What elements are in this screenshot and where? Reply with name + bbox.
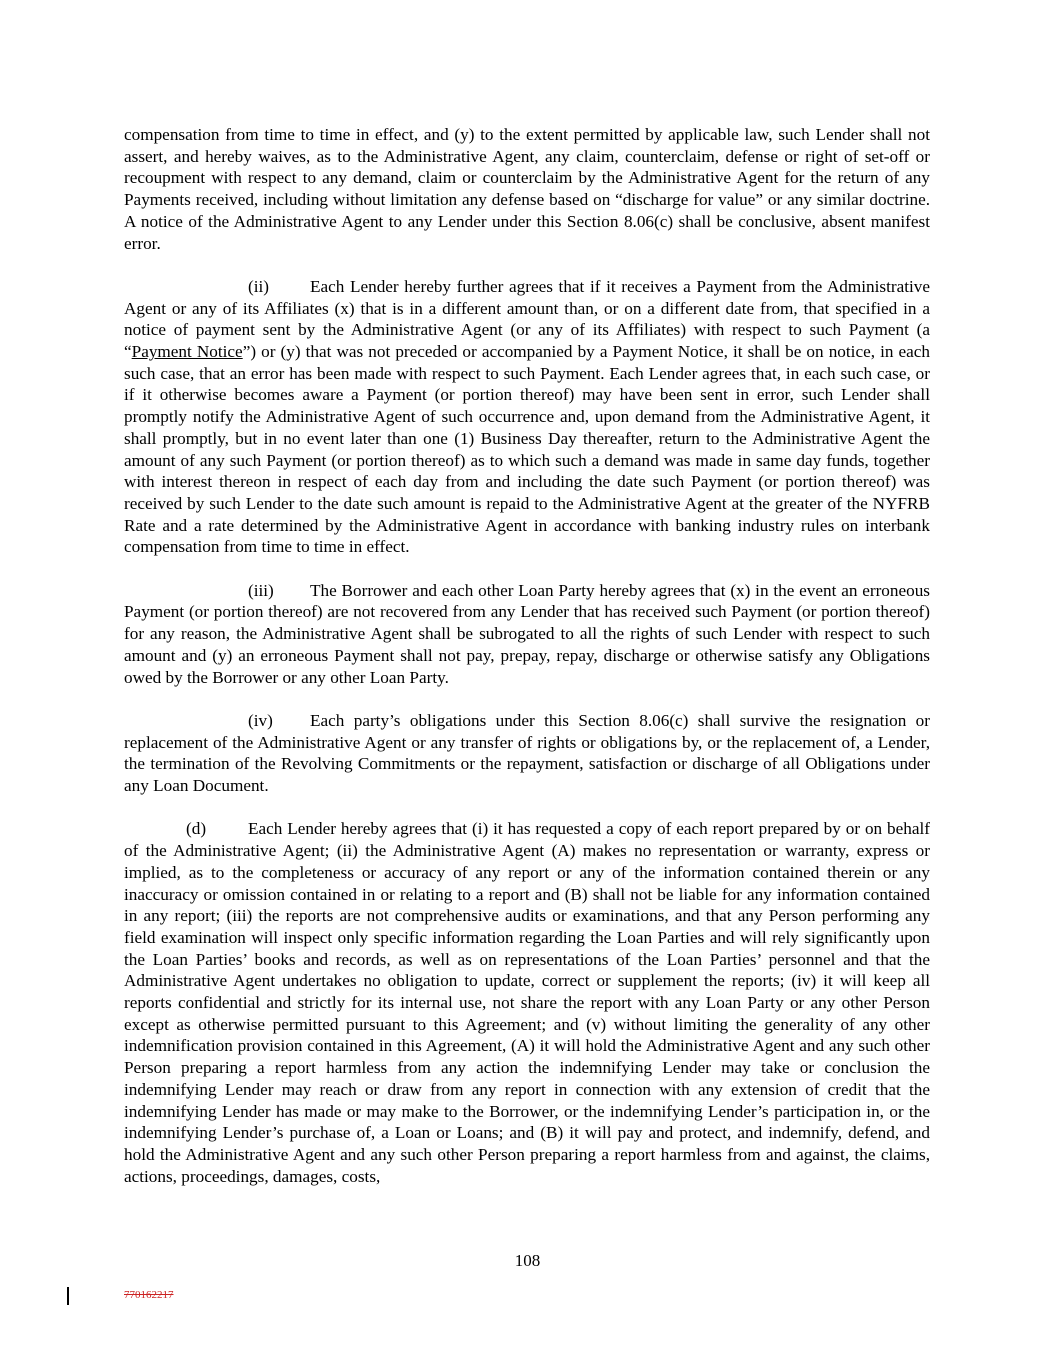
document-body [124,124,930,1187]
paragraph-iii [124,580,930,689]
defined-term-payment-notice: Payment Notice [131,342,243,362]
paragraph-ii [124,276,930,558]
paragraph-iv [124,710,930,797]
paragraph-d-text: Each Lender hereby agrees that (i) it has requested a copy of each report prepared by or on behalf of the Administrative Agent; (ii) the Administrative Agent (A) makes no representation or warranty, express or implied, as to the completeness or accuracy of any report or any of the information contained therein or any inaccuracy or omission contained in or relating to a report and (B) shall not be liable for any information contained in any report; (iii) the reports are not comprehensive audits or examinations, and that any Person performing any field examination will inspect only specific information regarding the Loan Parties and will rely significantly upon the Loan Parties’ books and records, as well as on representations of the Loan Parties’ personnel and that the Administrative Agent undertakes no obligation to update, correct or supplement the reports; (iv) it will keep all reports confidential and strictly for its internal use, not share the report with any Loan Party or any other Person except as otherwise permitted pursuant to this Agreement; and (v) without limiting the generality of any other indemnification provision contained in this Agreement, (A) it will hold the Administrative Agent and any such other Person preparing a report harmless from any action the indemnifying Lender may take or conclusion the indemnifying Lender may reach or draw from any report in connection with any extension of credit that the indemnifying Lender has made or may make to the Borrower, or the indemnifying Lender’s participation in, or the indemnifying Lender’s purchase of, a Loan or Loans; and (B) it will pay and protect, and indemnify, defend, and hold the Administrative Agent and any such other Person preparing a report harmless from and against, the claims, actions, proceedings, damages, costs, [124,819,930,1186]
paragraph-iv-text: Each party’s obligations under this Section 8.06(c) shall survive the resignation or replacement of the Administrative Agent or any transfer of rights or obligations by, or the replacement of, a Lender, the termination of the Revolving Commitments or the repayment, satisfaction or discharge of all Obligations under any Loan Document. [124,710,930,796]
paragraph-ii-text-after: ”) or (y) that was not preceded or accompanied by a Payment Notice, it shall be on notice, in each such case, that an error has been made with respect to such Payment. Each Lender agrees that, in each such case, or if it otherwise becomes aware a Payment (or portion thereof) may have been sent in error, such Lender shall promptly notify the Administrative Agent of such occurrence and, upon demand from the Administrative Agent, it shall promptly, but in no event later than one (1) Business Day thereafter, return to the Administrative Agent the amount of any such Payment (or portion thereof) as to which such a demand was made in same day funds, together with interest thereon in respect of each day from and including the date such Payment (or portion thereof) was received by such Lender to the date such amount is repaid to the Administrative Agent at the greater of the NYFRB Rate and a rate determined by the Administrative Agent in accordance with banking industry rules on interbank compensation from time to time in effect. [124,342,930,557]
paragraph-ii-text-before: Each Lender hereby further agrees that if it receives a Payment from the Administrative Agent or any of its Affiliates (x) that is in a different amount than, or on a different date from, that specified in a notice of payment sent by the Administrative Agent (or any of its Affiliates) with respect to such Payment (a “ [124,276,930,362]
document-id: 770162217 [124,1289,174,1301]
paragraph-iii-text: The Borrower and each other Loan Party hereby agrees that (x) in the event an erroneous Payment (or portion thereof) are not recovered from any Lender that has received such Payment (or portion thereof) for any reason, the Administrative Agent shall be subrogated to all the rights of such Lender with respect to such amount and (y) an erroneous Payment shall not pay, prepay, repay, discharge or otherwise satisfy any Obligations owed by the Borrower or any other Loan Party. [124,580,930,687]
page-number: 108 [514,1251,541,1270]
clause-marker-iv: (iv) [248,710,273,730]
clause-marker-iii: (iii) [248,580,274,600]
clause-marker-ii: (ii) [248,276,269,296]
clause-marker-d: (d) [186,819,207,839]
paragraph-d [124,818,930,1187]
paragraph-continuation: compensation from time to time in effect, and (y) to the extent permitted by applicable law, such Lender shall not assert, and hereby waives, as to the Administrative Agent, any claim, counterclaim, defense or right of set-off or recoupment with respect to any demand, claim or counterclaim by the Administrative Agent for the return of any Payments received, including without limitation any defense based on “discharge for value” or any similar doctrine. A notice of the Administrative Agent to any Lender under this Section 8.06(c) shall be conclusive, absent manifest error. [124,125,930,253]
revision-change-bar [67,1287,69,1305]
